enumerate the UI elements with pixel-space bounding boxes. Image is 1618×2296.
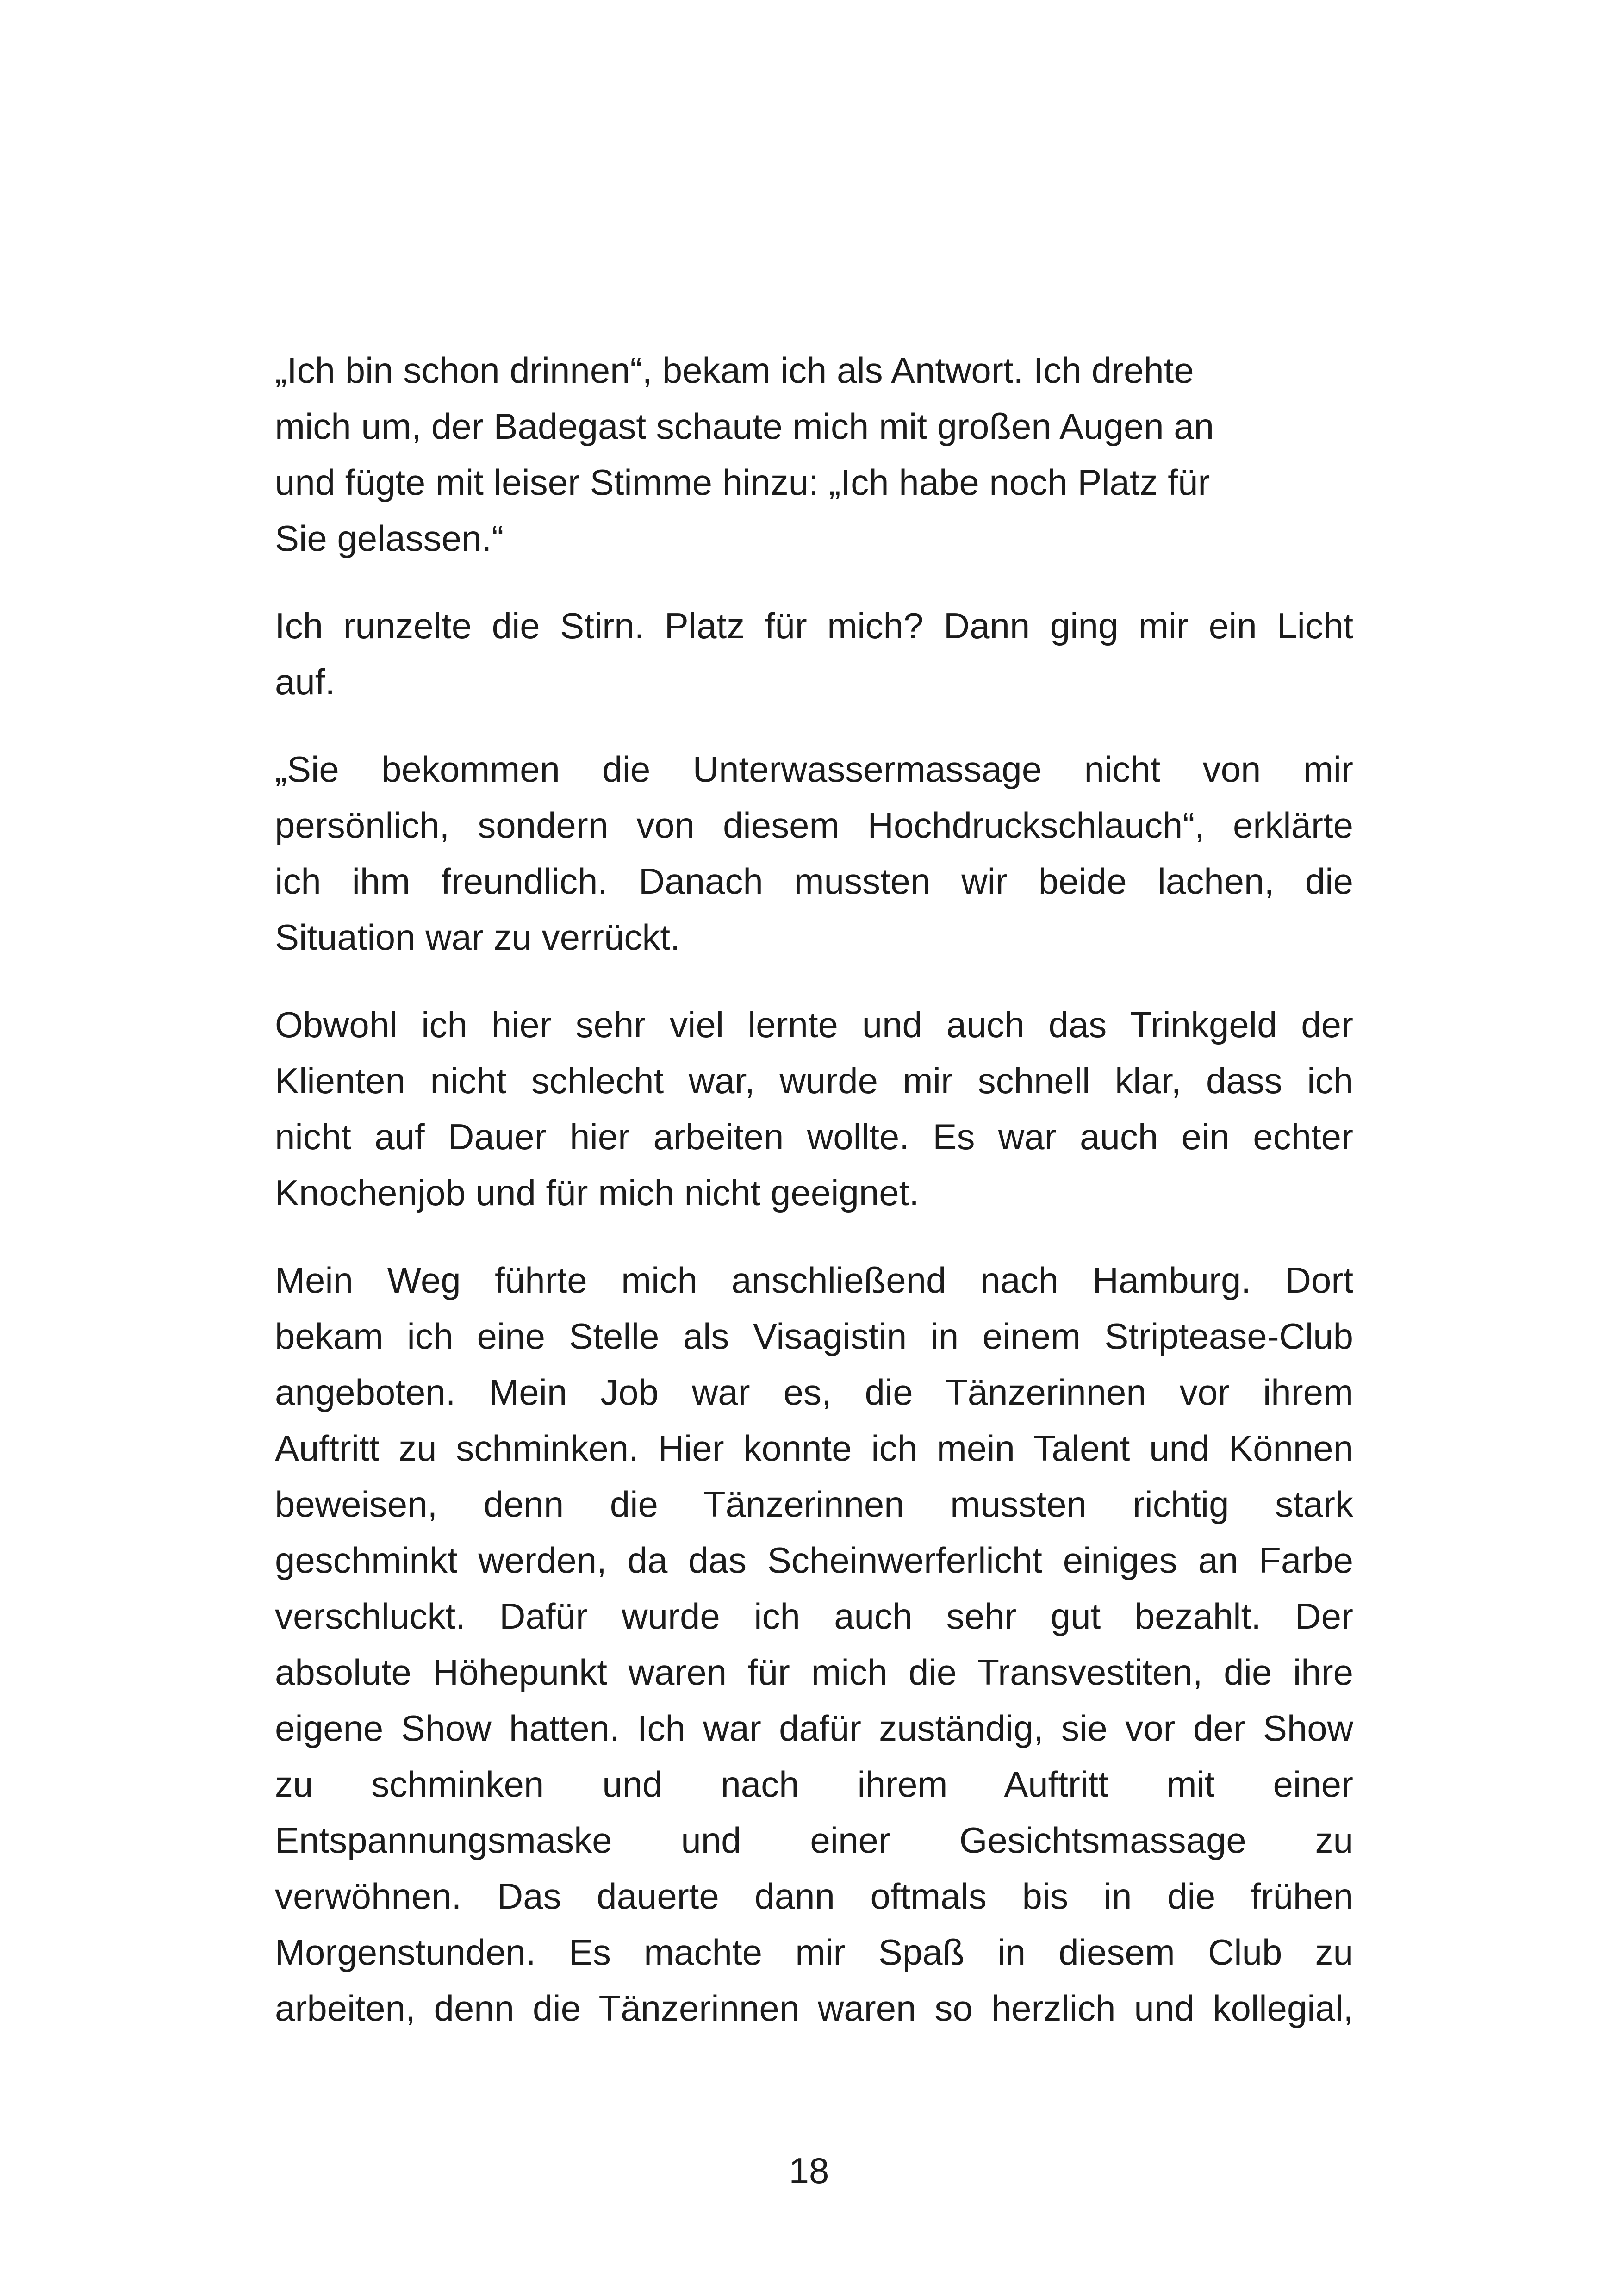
text-line: bekam ich eine Stelle als Visagistin in einem Striptease-Club xyxy=(275,1316,1353,1356)
paragraph xyxy=(275,741,1353,965)
text-line: Klienten nicht schlecht war, wurde mir schnell klar, dass ich xyxy=(275,1060,1353,1101)
text-line: geschminkt werden, da das Scheinwerferlicht einiges an Farbe xyxy=(275,1540,1353,1580)
text-line: Obwohl ich hier sehr viel lernte und auch das Trinkgeld der xyxy=(275,1004,1353,1045)
text-line: verschluckt. Dafür wurde ich auch sehr gut bezahlt. Der xyxy=(275,1596,1353,1636)
text-line: absolute Höhepunkt waren für mich die Transvestiten, die ihre xyxy=(275,1652,1353,1692)
text-line: angeboten. Mein Job war es, die Tänzerinnen vor ihrem xyxy=(275,1372,1353,1412)
text-line: arbeiten, denn die Tänzerinnen waren so herzlich und kollegial, xyxy=(275,1988,1353,2028)
text-line: und fügte mit leiser Stimme hinzu: „Ich habe noch Platz für xyxy=(275,462,1210,503)
paragraph xyxy=(275,1252,1353,2036)
paragraph xyxy=(275,598,1353,710)
text-line: mich um, der Badegast schaute mich mit großen Augen an xyxy=(275,406,1214,447)
page-number: 18 xyxy=(789,2150,829,2191)
body-text xyxy=(275,342,1353,2068)
text-line: ich ihm freundlich. Danach mussten wir beide lachen, die xyxy=(275,861,1353,902)
text-line: nicht auf Dauer hier arbeiten wollte. Es war auch ein echter xyxy=(275,1116,1353,1157)
paragraph xyxy=(275,997,1353,1221)
text-line: Entspannungsmaske und einer Gesichtsmassage zu xyxy=(275,1820,1353,1860)
text-line: Situation war zu verrückt. xyxy=(275,917,680,958)
text-line: Mein Weg führte mich anschließend nach Hamburg. Dort xyxy=(275,1260,1353,1300)
text-line: eigene Show hatten. Ich war dafür zuständig, sie vor der Show xyxy=(275,1708,1353,1748)
text-line: „Sie bekommen die Unterwassermassage nicht von mir xyxy=(275,749,1353,790)
text-line: Morgenstunden. Es machte mir Spaß in diesem Club zu xyxy=(275,1932,1353,1972)
text-line: „Ich bin schon drinnen“, bekam ich als Antwort. Ich drehte xyxy=(275,350,1194,391)
text-line: persönlich, sondern von diesem Hochdruckschlauch“, erklärte xyxy=(275,805,1353,846)
text-line: auf. xyxy=(275,661,336,702)
text-line: Auftritt zu schminken. Hier konnte ich mein Talent und Können xyxy=(275,1428,1353,1468)
text-line: Knochenjob und für mich nicht geeignet. xyxy=(275,1172,919,1213)
text-line: verwöhnen. Das dauerte dann oftmals bis in die frühen xyxy=(275,1876,1353,1916)
text-line: Ich runzelte die Stirn. Platz für mich? Dann ging mir ein Licht xyxy=(275,605,1353,646)
paragraph xyxy=(275,342,1353,566)
text-line: Sie gelassen.“ xyxy=(275,518,504,559)
text-line: zu schminken und nach ihrem Auftritt mit einer xyxy=(275,1764,1353,1804)
text-line: beweisen, denn die Tänzerinnen mussten richtig stark xyxy=(275,1484,1353,1524)
